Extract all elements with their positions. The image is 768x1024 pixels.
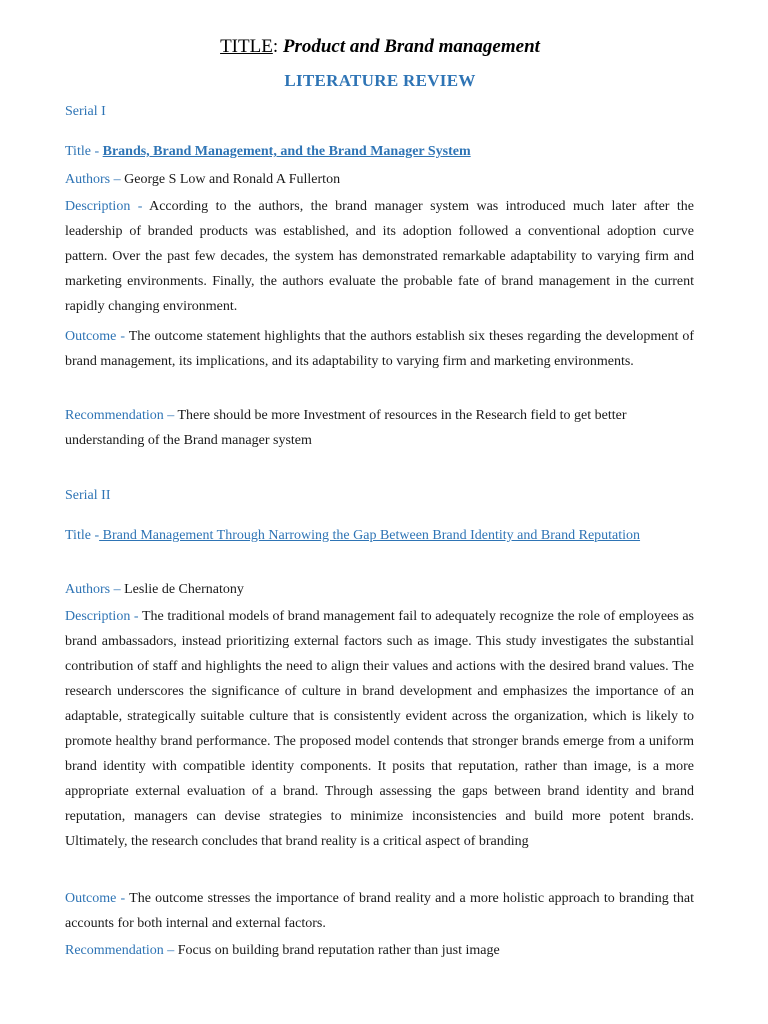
entry-2-title-line xyxy=(65,523,694,548)
entry-1-outcome-text: The outcome statement highlights that the authors establish six theses regarding the development of brand management, its implications, and its adaptability to varying firm and marketing environments. xyxy=(65,329,695,369)
authors-label: Authors – xyxy=(65,172,125,187)
entry-1-recommendation-text: There should be more Investment of resources in the Research field to get better understanding of the Brand manager system xyxy=(65,408,627,448)
title-label: TITLE xyxy=(220,36,273,57)
entry-2-description xyxy=(65,604,694,854)
document-subtitle: LITERATURE REVIEW xyxy=(284,71,476,90)
description-label: Description - xyxy=(65,609,142,624)
authors-label: Authors – xyxy=(65,582,125,597)
description-label: Description - xyxy=(65,199,150,214)
entry-1-authors-text: George S Low and Ronald A Fullerton xyxy=(124,172,341,187)
outcome-label: Outcome - xyxy=(65,329,129,344)
entry-2-recommendation-text: Focus on building brand reputation rather than just image xyxy=(177,943,500,958)
entry-1-title-link[interactable]: Brands, Brand Management, and the Brand Manager System xyxy=(102,144,471,159)
recommendation-label: Recommendation – xyxy=(65,408,178,423)
entry-2-outcome-text: The outcome stresses the importance of brand reality and a more holistic approach to branding that accounts for both internal and external factors. xyxy=(65,891,694,931)
title-label: Title - xyxy=(65,144,103,159)
entry-1-authors xyxy=(65,167,694,192)
title-colon: : xyxy=(272,36,283,57)
document-title xyxy=(0,36,760,58)
entry-2-authors-text: Leslie de Chernatony xyxy=(124,582,244,597)
entry-1-description-text: According to the authors, the brand manager system was introduced much later after the leadership of branded products was established, and its adoption followed a conventional adoption curve pattern. Over the past few decades, the system has demonstrated remarkable adaptability to varying firm and marketing environments. Finally, the authors evaluate the probable fate of brand management in the current rapidly changing environment. xyxy=(65,199,694,314)
title-text: Product and Brand management xyxy=(282,36,540,57)
title-label: Title - xyxy=(65,528,100,543)
entry-1-recommendation xyxy=(65,403,694,453)
serial-heading-2: Serial II xyxy=(65,488,111,503)
entry-2-authors xyxy=(65,577,694,602)
entry-1-description xyxy=(65,194,694,319)
entry-1-title-line xyxy=(65,139,694,164)
recommendation-label: Recommendation – xyxy=(65,943,178,958)
entry-2-outcome xyxy=(65,886,694,936)
serial-heading-1: Serial I xyxy=(65,104,106,119)
entry-1-outcome xyxy=(65,324,694,374)
entry-2-title-link[interactable]: Brand Management Through Narrowing the Gap Between Brand Identity and Brand Reputation xyxy=(99,528,641,543)
entry-2-recommendation xyxy=(65,938,694,963)
outcome-label: Outcome - xyxy=(65,891,130,906)
entry-2-description-text: The traditional models of brand management fail to adequately recognize the role of employees as brand ambassadors, instead prioritizing external factors such as image. This study investigates the substantial contribution of staff and highlights the need to align their values and actions with the desired brand values. The research underscores the significance of culture in brand development and emphasizes the importance of an adaptable, strategically suitable culture that is consistently evident across the organization, which is likely to promote healthy brand performance. The proposed model contends that stronger brands emerge from a uniform brand identity with compatible identity components. It posits that reputation, rather than image, is a more appropriate external evaluation of a brand. Through assessing the gaps between brand identity and brand reputation, managers can devise strategies to minimize inconsistencies and build more potent brands. Ultimately, the research concludes that brand reality is a critical aspect of branding xyxy=(65,609,694,849)
